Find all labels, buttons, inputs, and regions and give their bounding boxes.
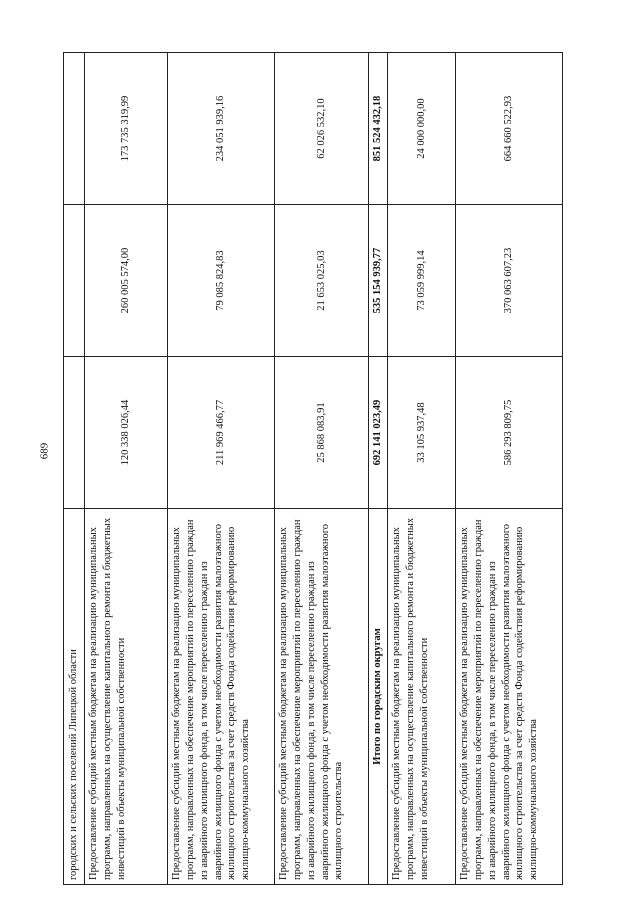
value-cell: 21 653 025,03	[275, 205, 369, 357]
page-number: 689	[38, 442, 51, 460]
empty-cell	[64, 205, 85, 357]
value-cell: 62 026 532,10	[275, 53, 369, 205]
value-cell: 73 059 999,14	[388, 205, 456, 357]
value-cell: 79 085 824,83	[168, 205, 275, 357]
table-row	[85, 53, 168, 885]
row-description: Предоставление субсидий местным бюджетам на реализацию муниципальных программ, направленных на обеспечение мероприятий по переселению граждан из аварийного жилищного фонда, в том числе переселению граждан из аварийного жилищного фонда с учетом необходимости развития малоэтажного жилищного строительства	[275, 509, 369, 885]
total-row	[369, 53, 388, 885]
total-label: Итого по городским округам	[369, 509, 388, 885]
row-description: Предоставление субсидий местным бюджетам на реализацию муниципальных программ, направленных на осуществление капитального ремонта и бюджетных инвестиций в объекты муниципальной собственности	[388, 509, 456, 885]
table-row	[168, 53, 275, 885]
value-cell: 370 063 607,23	[456, 205, 563, 357]
value-cell: 120 338 026,44	[85, 357, 168, 509]
value-cell: 664 660 522,93	[456, 53, 563, 205]
value-cell: 25 868 083,91	[275, 357, 369, 509]
empty-cell	[64, 53, 85, 205]
total-value: 692 141 023,49	[369, 357, 388, 509]
row-description: Предоставление субсидий местным бюджетам на реализацию муниципальных программ, направленных на осуществление капитального ремонта и бюджетных инвестиций в объекты муниципальной собственности	[85, 509, 168, 885]
row-description: Предоставление субсидий местным бюджетам на реализацию муниципальных программ, направленных на обеспечение мероприятий по переселению граждан из аварийного жилищного фонда, в том числе переселению граждан из аварийного жилищного фонда с учетом необходимости развития малоэтажного жилищного строительства за счет средств Фонда содействия реформированию жилищно-коммунального хозяйства	[456, 509, 563, 885]
budget-table	[63, 52, 563, 885]
row-description: Предоставление субсидий местным бюджетам на реализацию муниципальных программ, направленных на обеспечение мероприятий по переселению граждан из аварийного жилищного фонда, в том числе переселению граждан из аварийного жилищного фонда с учетом необходимости развития малоэтажного жилищного строительства за счет средств Фонда содействия реформированию жилищно-коммунального хозяйства	[168, 509, 275, 885]
table-row	[456, 53, 563, 885]
value-cell: 173 735 319,99	[85, 53, 168, 205]
table-row	[275, 53, 369, 885]
total-value: 851 524 432,18	[369, 53, 388, 205]
value-cell: 234 051 939,16	[168, 53, 275, 205]
rotated-table-frame	[63, 53, 539, 885]
value-cell: 586 293 809,75	[456, 357, 563, 509]
total-value: 535 154 939,77	[369, 205, 388, 357]
section-row	[64, 53, 85, 885]
value-cell: 33 105 937,48	[388, 357, 456, 509]
value-cell: 211 969 466,77	[168, 357, 275, 509]
section-title: городских и сельских поселений Липецкой области	[64, 509, 85, 885]
value-cell: 24 000 000,00	[388, 53, 456, 205]
table-row	[388, 53, 456, 885]
empty-cell	[64, 357, 85, 509]
value-cell: 260 005 574,00	[85, 205, 168, 357]
